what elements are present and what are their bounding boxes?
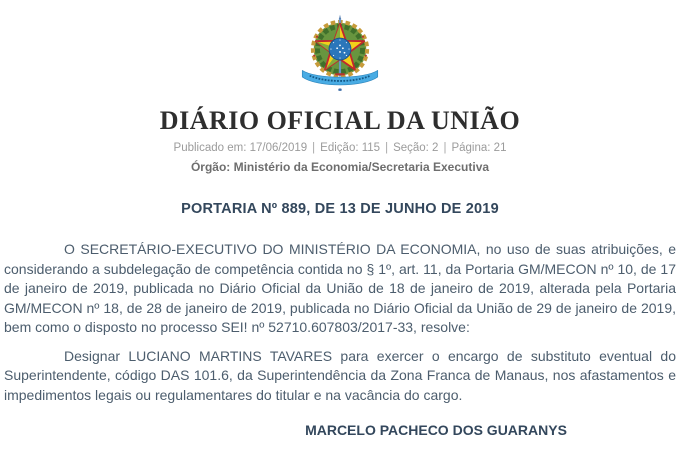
- gazette-title: DIÁRIO OFICIAL DA UNIÃO: [159, 106, 521, 135]
- act-paragraph-resolution: Designar LUCIANO MARTINS TAVARES para exercer o encargo de substituto eventual do Superintendente, código DAS 101.6, da Superintendência da Zona Franca de Manaus, nos afastamentos e impedimentos legais ou regulamentares do titular e na vacância do cargo.: [4, 347, 676, 403]
- section-number: Seção: 2: [393, 142, 439, 154]
- meta-separator: |: [312, 142, 316, 154]
- dou-header: [0, 0, 680, 174]
- publication-meta: [0, 141, 680, 155]
- act-content: [0, 200, 680, 439]
- brazil-coat-of-arms-icon: [299, 13, 381, 95]
- signature-name: MARCELO PACHECO DOS GUARANYS: [305, 422, 567, 438]
- published-date: Publicado em: 17/06/2019: [173, 142, 308, 154]
- meta-separator: |: [385, 142, 389, 154]
- meta-separator: |: [443, 142, 447, 154]
- edition-number: Edição: 115: [320, 142, 381, 154]
- page-number: Página: 21: [451, 142, 507, 154]
- organ-line: Órgão: Ministério da Economia/Secretaria Executiva: [190, 160, 490, 174]
- act-paragraph-preamble: O SECRETÁRIO-EXECUTIVO DO MINISTÉRIO DA ECONOMIA, no uso de suas atribuições, e considerando a subdelegação de competência contida no § 1º, art. 11, da Portaria GM/MECON nº 10, de 17 de janeiro de 2019, publicada no Diário Oficial da União de 18 de janeiro de 2019, alterada pela Portaria GM/MECON nº 18, de 28 de janeiro de 2019, publicada no Diário Oficial da União de 29 de janeiro de 2019, bem como o disposto no processo SEI! nº 52710.607803/2017-33, resolve:: [4, 241, 676, 335]
- act-title: PORTARIA Nº 889, DE 13 DE JUNHO DE 2019: [181, 201, 499, 217]
